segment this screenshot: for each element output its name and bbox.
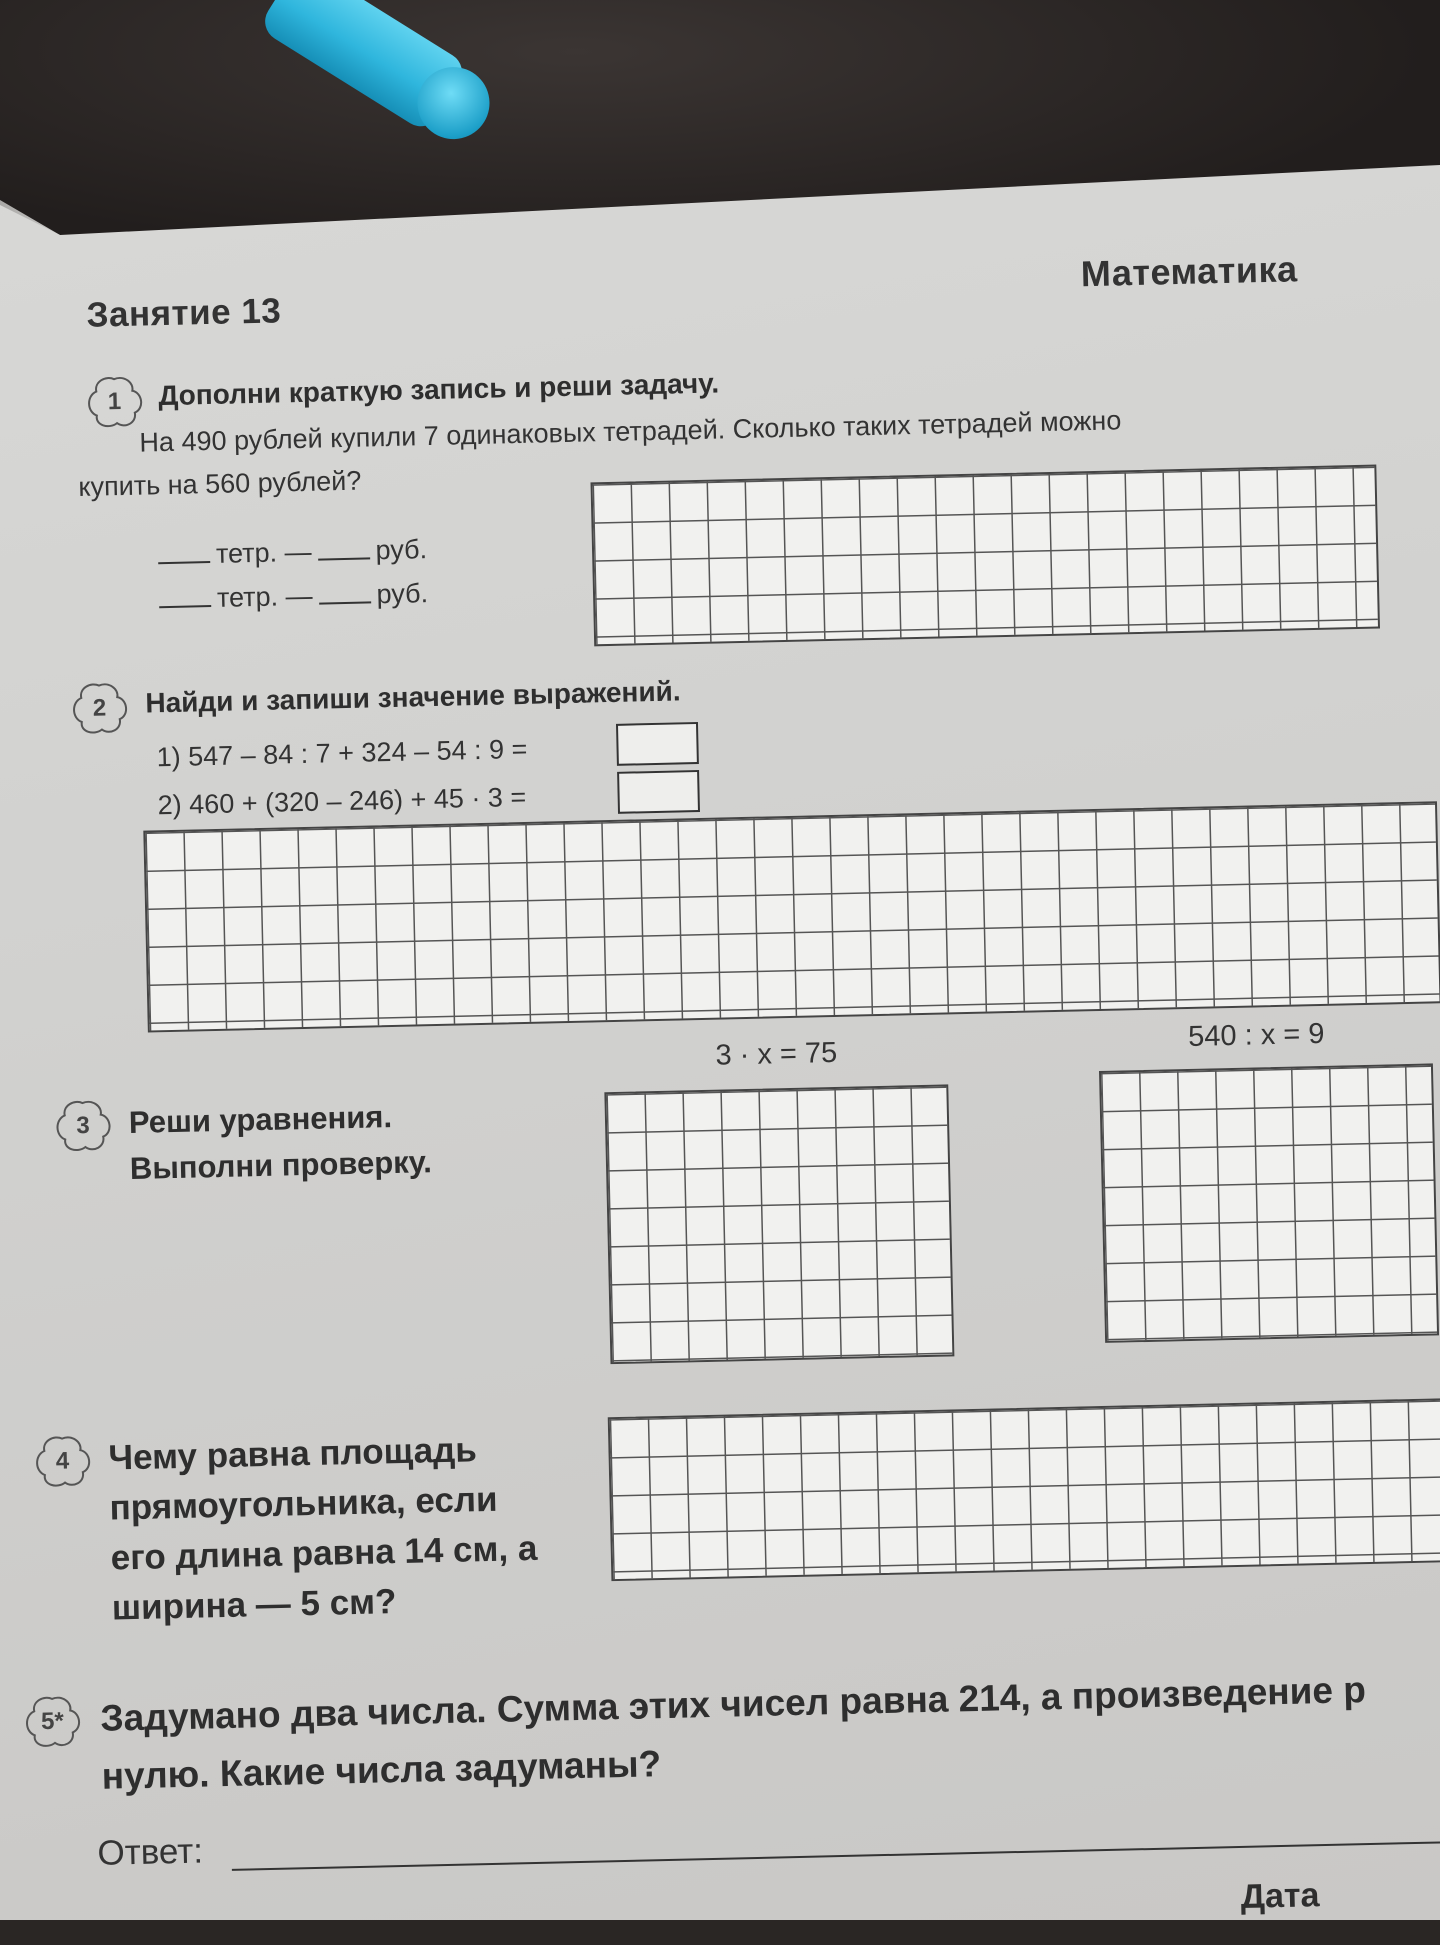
task-3-grid-equation-1[interactable] (604, 1084, 954, 1364)
task-5-number-badge (22, 1694, 83, 1749)
lesson-title: Занятие 13 (86, 291, 282, 335)
task-2-number: 2 (92, 694, 107, 722)
task-4-number-badge (32, 1434, 93, 1489)
task-4-number: 4 (55, 1447, 70, 1475)
task-4-solution-grid[interactable] (608, 1398, 1440, 1581)
task-3-number: 3 (75, 1111, 90, 1140)
task-3-equation-2: 540 : x = 9 (1187, 1017, 1325, 1053)
task-5-number: 5* (40, 1707, 65, 1736)
task-2-expression-1: 1) 547 – 84 : 7 + 324 – 54 : 9 = (156, 733, 528, 773)
task-4-text: Чему равна площадь прямоугольника, если его длина равна 14 см, а ширина — 5 см? (108, 1430, 538, 1628)
date-label: Дата (1240, 1876, 1320, 1916)
task-1-number: 1 (107, 388, 122, 416)
task-3-equation-1: 3 · x = 75 (715, 1036, 838, 1072)
blank-count-1[interactable] (158, 561, 210, 564)
task-2-number-badge (69, 681, 130, 736)
task-5-answer-line[interactable] (232, 1841, 1440, 1871)
task-1-text-line1: На 490 рублей купили 7 одинаковых тетрадей. Сколько таких тетрадей можно (139, 405, 1122, 458)
task-2-expression-2: 2) 460 + (320 – 246) + 45 · 3 = (157, 781, 527, 821)
task-1-short-record-row2: тетр. — руб. (153, 578, 429, 615)
task-2-answer-box-2[interactable] (617, 770, 700, 814)
blank-price-1[interactable] (318, 557, 370, 560)
task-1-title: Дополни краткую запись и реши задачу. (158, 367, 720, 412)
task-5-text-line1: Задумано два числа. Сумма этих чисел равна 214, а произведение р (99, 1669, 1367, 1739)
subject-title: Математика (1080, 248, 1298, 295)
task-3-number-badge (52, 1098, 113, 1153)
task-1-solution-grid[interactable] (590, 465, 1380, 647)
task-1-number-badge (84, 374, 145, 429)
task-5-text-line2: нулю. Какие числа задуманы? (101, 1743, 662, 1797)
blank-count-2[interactable] (159, 605, 211, 608)
task-1-short-record-row1: тетр. — руб. (152, 534, 428, 571)
task-2-solution-grid[interactable] (143, 801, 1440, 1032)
task-1-text-line2: купить на 560 рублей? (78, 465, 362, 502)
task-3-title-line2: Выполни проверку. (129, 1144, 433, 1186)
task-3-grid-equation-2[interactable] (1099, 1063, 1439, 1343)
task-2-answer-box-1[interactable] (616, 722, 699, 766)
task-5-answer-label: Ответ: (97, 1831, 204, 1873)
task-3-title-line1: Реши уравнения. (128, 1099, 393, 1141)
blank-price-2[interactable] (319, 601, 371, 604)
task-2-title: Найди и запиши значение выражений. (145, 675, 681, 719)
